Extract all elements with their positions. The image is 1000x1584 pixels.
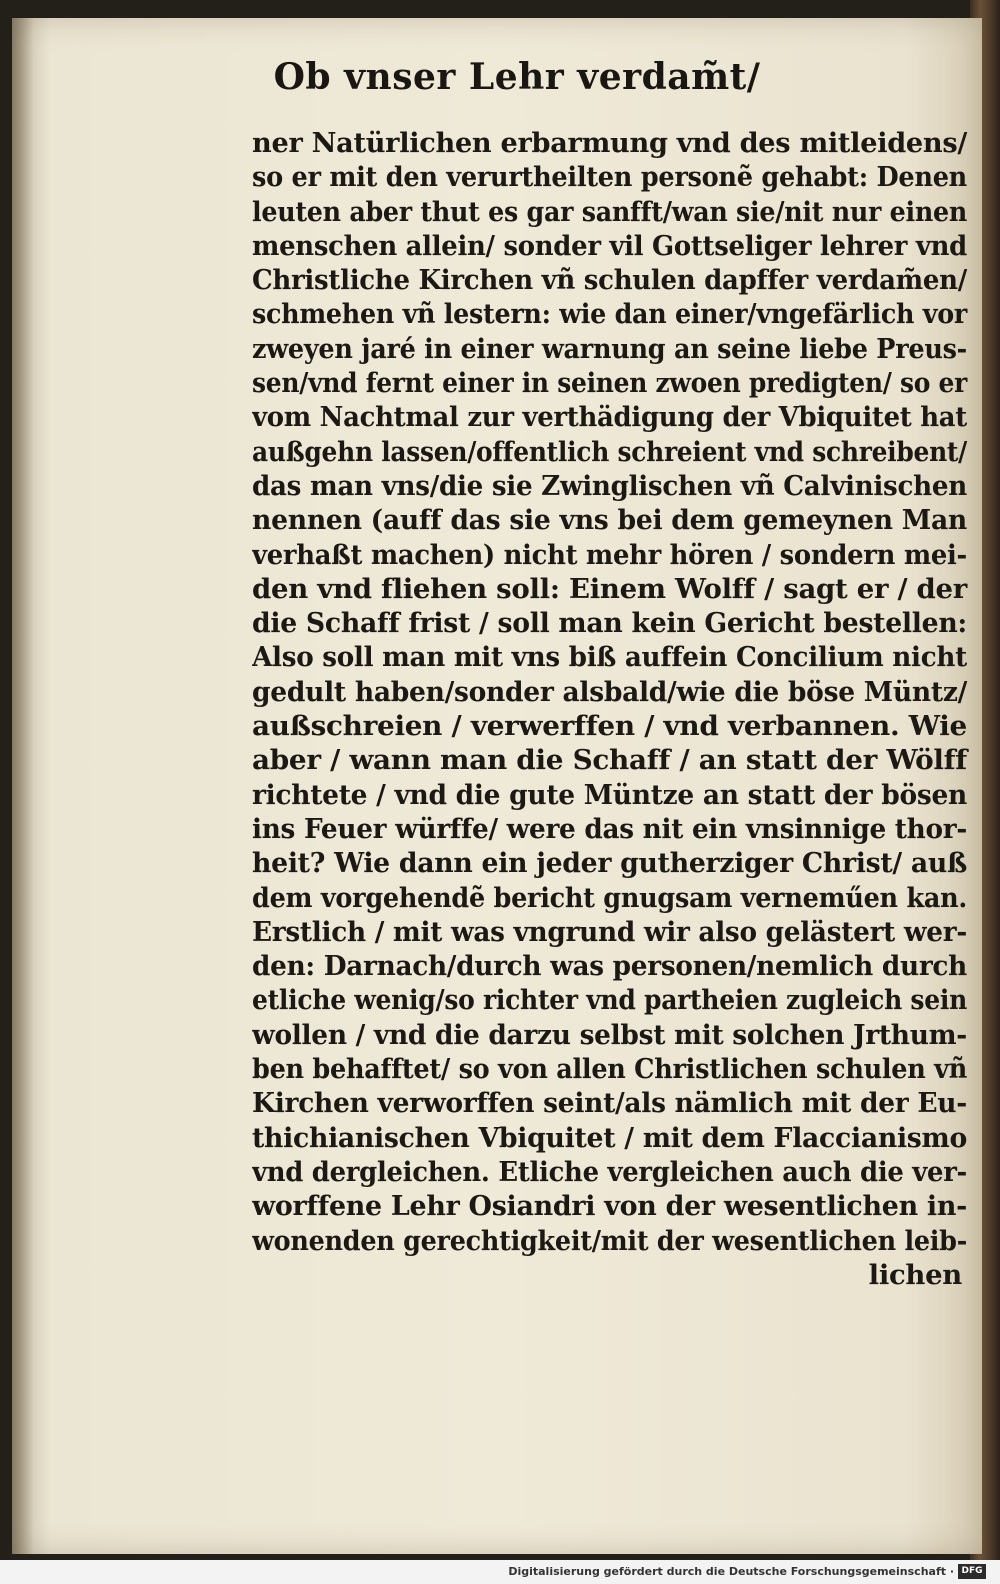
text-line: die Schaff frist / soll man kein Gericht bestellen:: [252, 607, 967, 640]
text-line: Kirchen verworffen seint/als nämlich mit der Eu-: [252, 1087, 967, 1120]
text-line: Christliche Kirchen vñ schulen dapffer verdam̃en/: [252, 264, 967, 297]
text-line: zweyen jaré in einer warnung an seine liebe Preus-: [252, 332, 967, 365]
text-line: sen/vnd fernt einer in seinen zwoen predigten/ so er: [252, 367, 967, 400]
text-line: das man vns/die sie Zwinglischen vñ Calvinischen: [252, 469, 967, 502]
text-line: so er mit den verurtheilten personẽ gehabt: Denen: [252, 161, 967, 194]
text-line: menschen allein/ sonder vil Gottseliger lehrer vnd: [252, 229, 967, 262]
page-gutter-shadow: [12, 18, 34, 1554]
text-line: gedult haben/sonder alsbald/wie die böse Müntz/: [252, 675, 967, 708]
text-line: worffene Lehr Osiandri von der wesentlichen in-: [252, 1190, 967, 1223]
text-line: dem vorgehendẽ bericht gnugsam verneműen kan.: [252, 881, 967, 914]
text-line: vnd dergleichen. Etliche vergleichen auch die ver-: [252, 1155, 967, 1188]
text-line: etliche wenig/so richter vnd partheien zugleich sein: [252, 984, 967, 1017]
dfg-logo: DFG: [958, 1564, 986, 1579]
text-line: den vnd fliehen soll: Einem Wolff / sagt er / der: [252, 572, 967, 605]
book-page: [12, 18, 982, 1554]
running-head: Ob vnser Lehr verdam̃t/: [273, 56, 761, 98]
text-line: nennen (auff das sie vns bei dem gemeynen Man: [252, 504, 967, 537]
text-line: wollen / vnd die darzu selbst mit solchen Jrthum-: [252, 1018, 967, 1051]
text-line: ins Feuer würffe/ were das nit ein vnsinnige thor-: [252, 812, 967, 845]
text-line: aber / wann man die Schaff / an statt der Wölff: [252, 744, 967, 777]
text-line: ben behafftet/ so von allen Christlichen schulen vñ: [252, 1053, 967, 1086]
text-line: Erstlich / mit was vngrund wir also gelästert wer-: [252, 915, 967, 948]
text-line: vom Nachtmal zur verthädigung der Vbiquitet hat: [252, 401, 967, 434]
footer-credit: Digitalisierung gefördert durch die Deutsche Forschungsgemeinschaft ·: [508, 1565, 954, 1578]
text-line: Also soll man mit vns biß auffein Concilium nicht: [252, 641, 967, 674]
text-line: ner Natürlichen erbarmung vnd des mitleidens/: [252, 127, 967, 159]
text-line: verhaßt machen) nicht mehr hören / sondern mei-: [252, 538, 967, 571]
text-line: schmehen vñ lestern: wie dan einer/vngefärlich vor: [252, 298, 967, 331]
text-line: richtete / vnd die gute Müntze an statt der bösen: [252, 778, 967, 811]
text-line: wonenden gerechtigkeit/mit der wesentlichen leib-: [252, 1224, 967, 1257]
text-line: den: Darnach/durch was personen/nemlich durch: [252, 950, 967, 983]
body-text: [252, 126, 972, 1292]
text-line: leuten aber thut es gar sanfft/wan sie/nit nur einen: [252, 195, 967, 228]
text-line: außgehn lassen/offentlich schreient vnd schreibent/: [252, 435, 967, 468]
text-line: außschreien / verwerffen / vnd verbannen. Wie: [252, 710, 967, 743]
text-line: thichianischen Vbiquitet / mit dem Flaccianismo: [252, 1121, 967, 1154]
text-line: lichen: [868, 1258, 962, 1291]
text-line: heit? Wie dann ein jeder gutherziger Christ/ auß: [252, 847, 967, 880]
